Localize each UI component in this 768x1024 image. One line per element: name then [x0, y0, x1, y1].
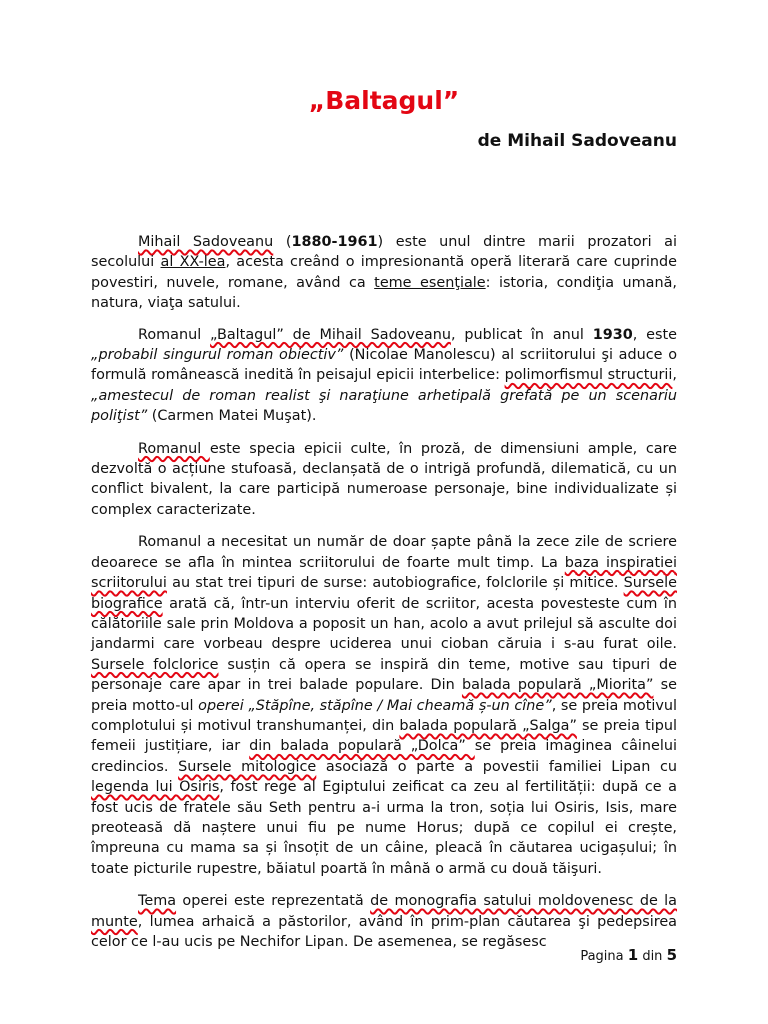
spellcheck-marked-text: legenda lui Osiris — [91, 779, 220, 796]
bold-text: 1930 — [592, 326, 633, 343]
text-run: ) este unul dintre marii prozatori ai secolului — [91, 234, 677, 271]
text-run: operei este reprezentată — [176, 893, 371, 910]
spellcheck-marked-text: Romanul — [138, 440, 210, 457]
text-run: (Nicolae Manolescu) al scriitorului şi aduce o formulă românească inedită în peisajul epicii interbelice: — [91, 347, 677, 384]
text-run: (Carmen Matei Muşat). — [147, 408, 317, 425]
document-title: „Baltagul” — [308, 86, 460, 115]
underlined-text: teme esenţiale — [374, 274, 486, 291]
text-run: , se preia motivul complotului și motivul transhumanței, din — [91, 697, 677, 734]
spellcheck-marked-text: balada populară „Salga” — [399, 717, 577, 734]
text-run: asociază o parte a povestii familiei Lipan cu — [316, 758, 677, 775]
text-run: susțin că opera se inspiră din teme, motive sau tipuri de personaje care apar in trei balade populare. Din — [91, 656, 677, 694]
text-run: se preia imaginea câinelui credincios. — [91, 738, 677, 775]
spellcheck-marked-text: „Baltagul” de Mihail Sadoveanu — [210, 326, 451, 343]
page-total: 5 — [666, 946, 677, 964]
spellcheck-marked-text: Sursele biografice — [91, 575, 677, 612]
paragraph — [91, 325, 677, 427]
text-run: , lumea arhaică a păstorilor, având în prim-plan căutarea şi pedepsirea celor ce l-au ucis pe Nechifor Lipan. De asemenea, se regăsesc — [91, 913, 677, 950]
text-run: se preia tipul femeii justițiare, iar — [91, 717, 677, 755]
text-run: Romanul a necesitat un număr de doar șapte până la zece zile de scriere deoarece se afla în mintea scriitorului de foarte mult timp. La — [91, 534, 677, 571]
text-run: au stat trei tipuri de surse: autobiografice, folclorile și mitice. — [166, 575, 624, 592]
spellcheck-marked-text: Mihail Sadoveanu — [138, 234, 274, 250]
footer-prefix: Pagina — [580, 949, 628, 964]
text-run: este specia epicii culte, în proză, de dimensiuni ample, care dezvoltă o acțiune stufoasă, declanșată de o intrigă profundă, dilematică, cu un conflict bivalent, la care participă numeroase personaje, bine individualizate și complex caracterizate. — [91, 440, 678, 518]
bold-text: 1880-1961 — [291, 234, 378, 250]
text-run: , acesta creând o impresionantă operă literară care cuprinde povestiri, nuvele, romane, având ca — [91, 254, 677, 291]
spellcheck-marked-text: de monografia satului moldovenesc de la munte — [91, 893, 677, 930]
text-run: arată că, într-un interviu oferit de scriitor, acesta povesteste cum în călătoriile sale prin Moldova a poposit un han, acolo a avut prilejul să asculte doi jandarmi care vorbeau despre uciderea unui cioban căruia i s-au furat oile. — [91, 595, 677, 653]
spellcheck-marked-text: balada populară „Miorita” — [461, 677, 654, 694]
document-subtitle: de Mihail Sadoveanu — [477, 131, 677, 151]
page-footer — [580, 946, 677, 966]
spellcheck-marked-text: polimorfismul structurii — [504, 367, 673, 384]
text-run: Romanul — [138, 326, 211, 343]
spellcheck-marked-text: Sursele mitologice — [178, 758, 317, 775]
underlined-text: al XX-lea — [160, 254, 226, 271]
text-run: , — [672, 367, 677, 384]
spellcheck-marked-text: Tema — [138, 893, 177, 910]
spellcheck-marked-text: baza inspiratiei scriitorului — [91, 554, 677, 592]
text-run: , publicat în anul — [450, 326, 593, 343]
spellcheck-marked-text: Sursele folclorice — [91, 656, 219, 673]
text-run: , este — [632, 326, 678, 343]
paragraph — [91, 891, 677, 952]
footer-middle: din — [638, 949, 667, 964]
document-body — [91, 232, 677, 964]
text-run: se preia motto-ul — [91, 677, 677, 714]
text-run: , fost rege al Egiptului zeificat ca zeu al fertilității: după ce a fost ucis de fratele său Seth pentru a-i urma la tron, soția lui Osiris, Isis, mare preoteasă dă naștere unui fiu pe nume Horus; după ce copilul ei crește, împreuna cu mama sa și însoțit de un câine, pleacă în căutarea ucigașului; în toate picturile rupestre, băiatul poartă în mână o armă cu două tăişuri. — [91, 779, 677, 877]
text-run: : istoria, condiţia umană, natura, viaţa satului. — [91, 274, 677, 312]
paragraph — [91, 439, 677, 521]
text-run: ( — [273, 234, 292, 250]
paragraph — [91, 232, 677, 314]
italic-quote: „probabil singurul roman obiectiv” — [91, 347, 344, 364]
page-number: 1 — [627, 946, 639, 964]
paragraph — [91, 532, 677, 879]
italic-quote: „amestecul de roman realist şi naraţiune arhetipală grefată pe un scenariu poliţist” — [91, 387, 677, 425]
spellcheck-marked-text: din balada populară „Dolca” — [249, 738, 475, 755]
italic-quote: operei „Stăpîne, stăpîne / Mai cheamă ș-un cîne” — [198, 697, 552, 714]
